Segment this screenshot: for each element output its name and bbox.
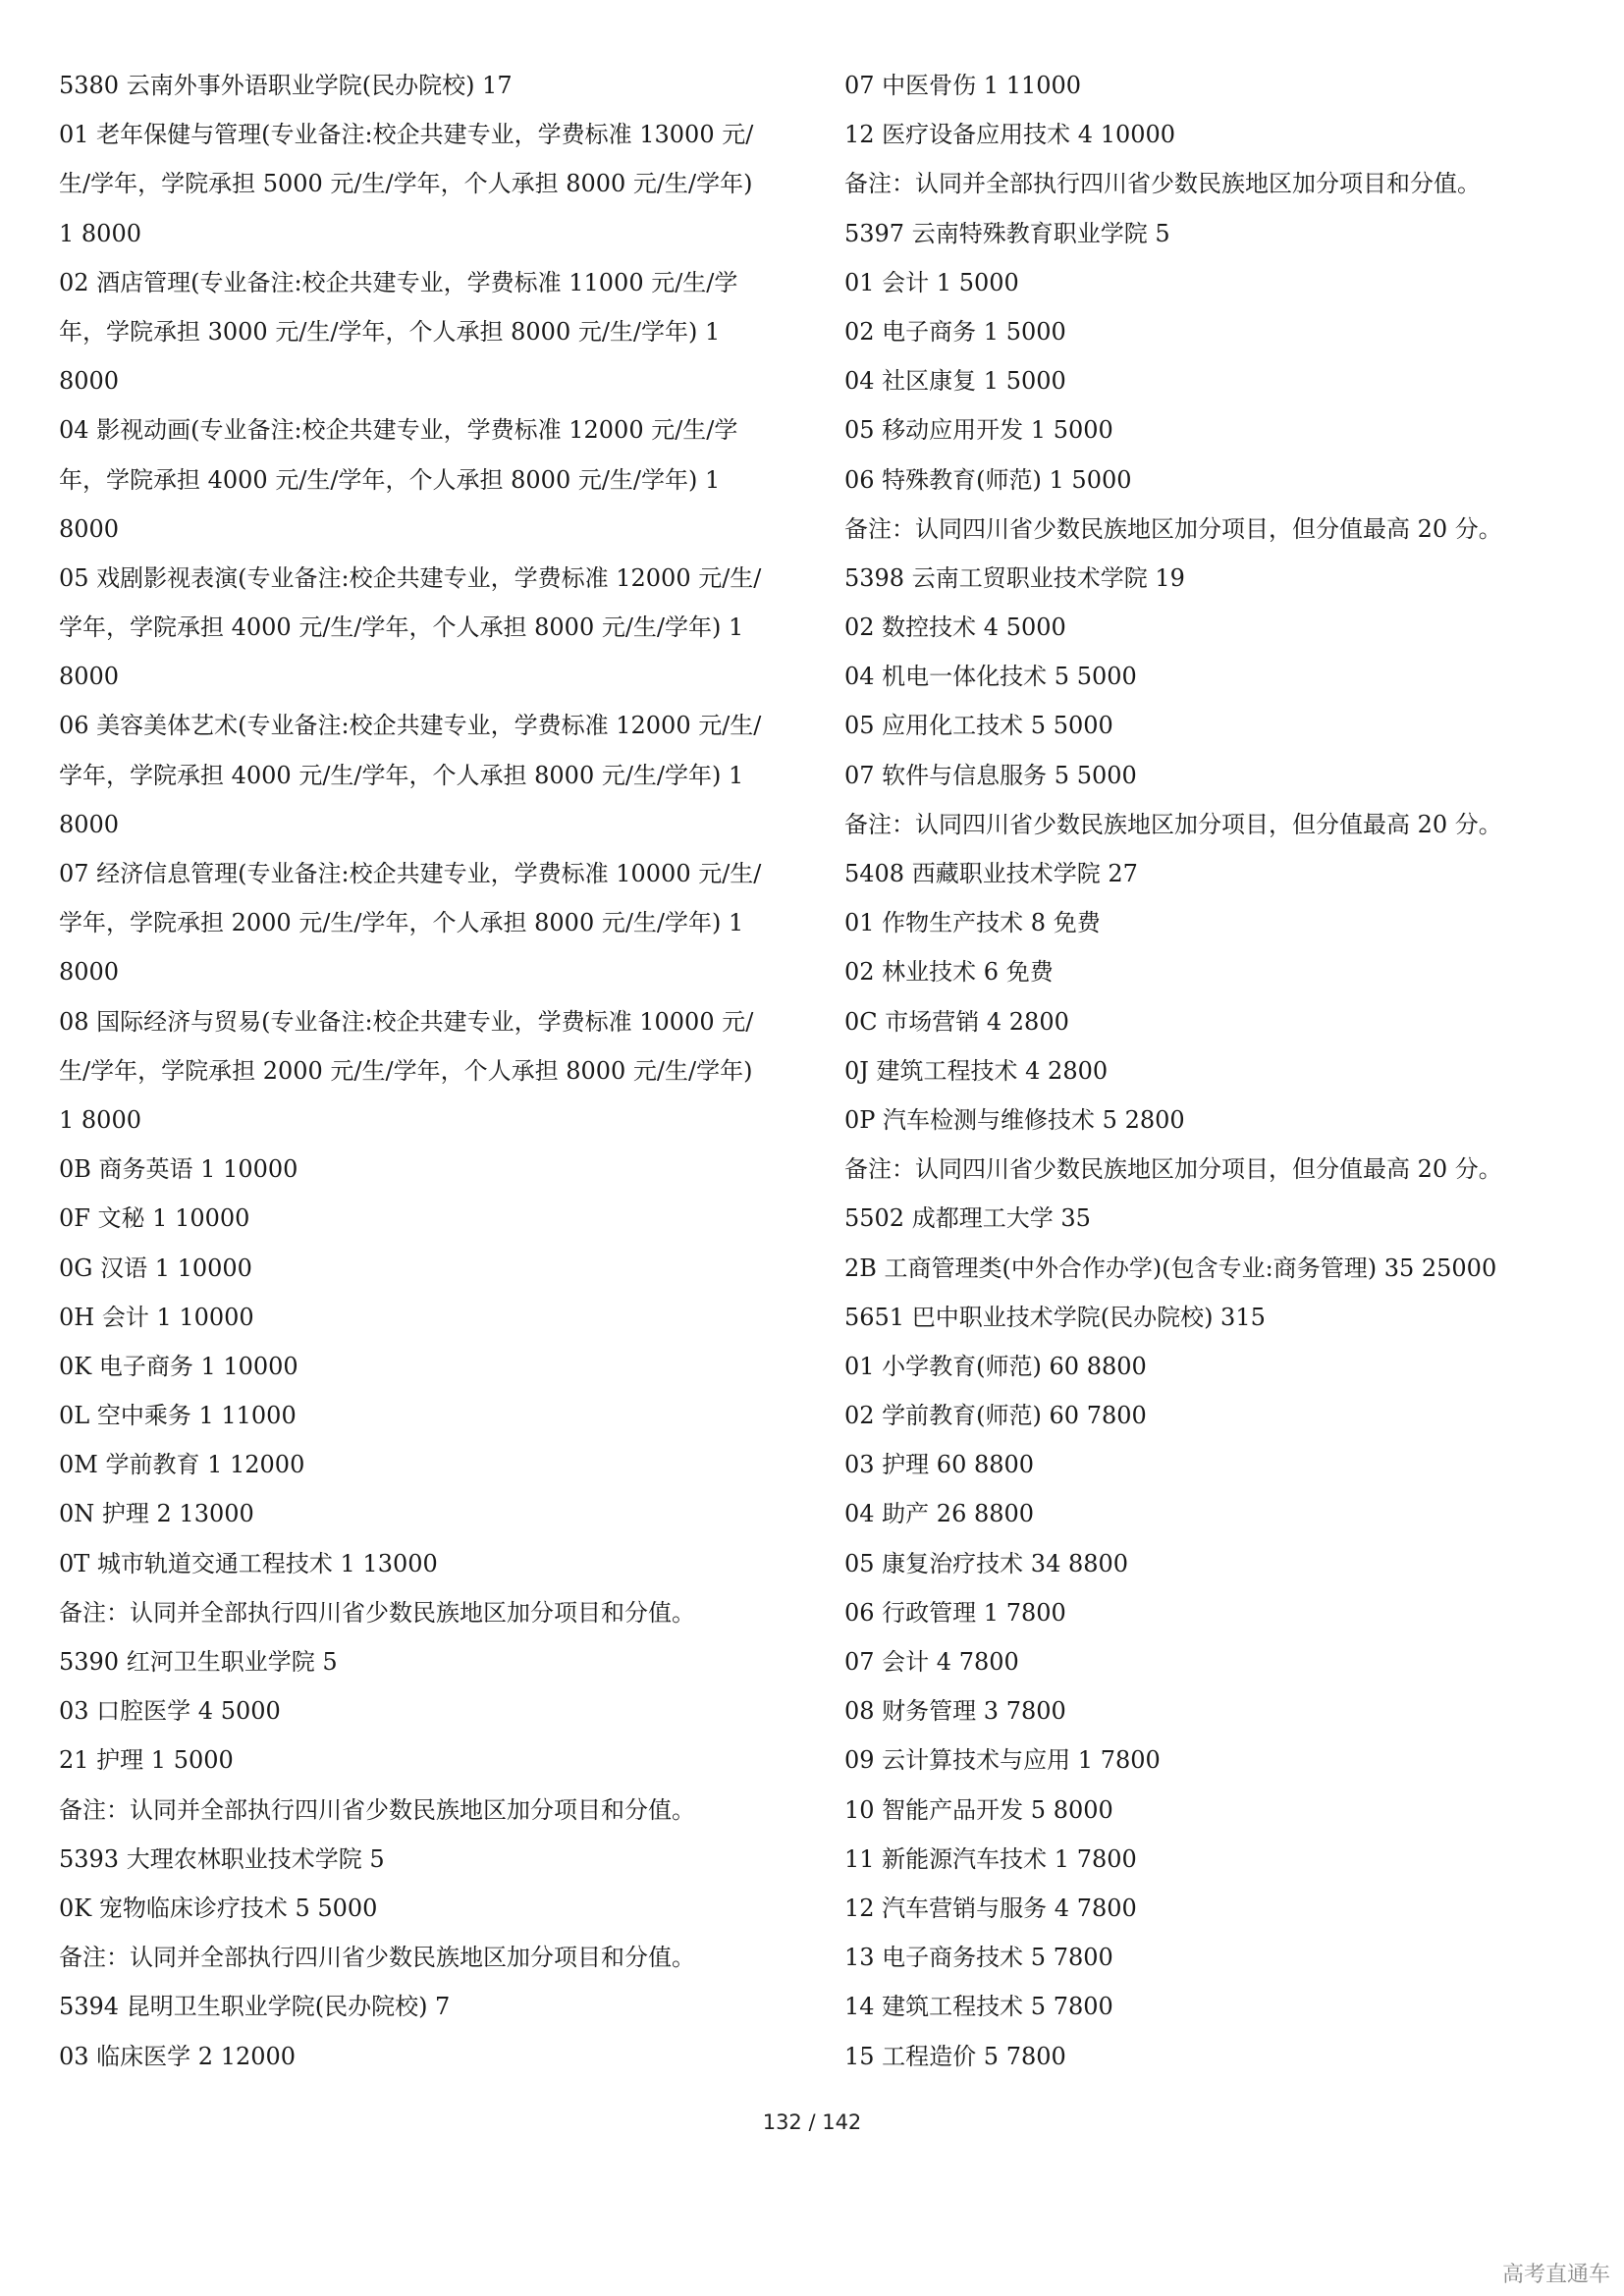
text-line: 05 应用化工技术 5 5000 xyxy=(844,712,1113,740)
text-line: 08 国际经济与贸易(专业备注:校企共建专业，学费标准 10000 元/ xyxy=(59,1007,754,1036)
text-line: 0H 会计 1 10000 xyxy=(59,1303,254,1331)
text-line: 07 经济信息管理(专业备注:校企共建专业，学费标准 10000 元/生/ xyxy=(59,860,762,887)
text-line: 8000 xyxy=(59,663,120,691)
text-line: 14 建筑工程技术 5 7800 xyxy=(844,1993,1113,2021)
text-line: 年，学院承担 4000 元/生/学年，个人承担 8000 元/生/学年) 1 xyxy=(59,465,721,494)
text-line: 05 移动应用开发 1 5000 xyxy=(844,416,1113,445)
text-line: 0B 商务英语 1 10000 xyxy=(59,1155,298,1184)
text-line: 0C 市场营销 4 2800 xyxy=(844,1007,1069,1036)
right-column xyxy=(844,61,1591,2081)
text-line: 1 8000 xyxy=(59,1105,141,1134)
text-line: 11 新能源汽车技术 1 7800 xyxy=(844,1844,1137,1873)
text-line: 05 戏剧影视表演(专业备注:校企共建专业，学费标准 12000 元/生/ xyxy=(59,563,762,592)
text-line: 备注：认同四川省少数民族地区加分项目，但分值最高 20 分。 xyxy=(844,1155,1502,1184)
text-line: 01 老年保健与管理(专业备注:校企共建专业，学费标准 13000 元/ xyxy=(59,121,754,149)
text-line: 5408 西藏职业技术学院 27 xyxy=(844,860,1138,887)
text-line: 年，学院承担 3000 元/生/学年，个人承担 8000 元/生/学年) 1 xyxy=(59,317,721,346)
text-line: 0N 护理 2 13000 xyxy=(59,1500,254,1528)
text-line: 2B 工商管理类(中外合作办学)(包含专业:商务管理) 35 25000 xyxy=(844,1254,1497,1282)
text-line: 8000 xyxy=(59,367,120,396)
text-line: 0G 汉语 1 10000 xyxy=(59,1254,252,1282)
text-line: 06 特殊教育(师范) 1 5000 xyxy=(844,465,1132,494)
text-line: 07 软件与信息服务 5 5000 xyxy=(844,761,1137,789)
text-line: 21 护理 1 5000 xyxy=(59,1746,234,1775)
text-line: 备注：认同并全部执行四川省少数民族地区加分项目和分值。 xyxy=(59,1944,695,1972)
text-line: 学年，学院承担 4000 元/生/学年，个人承担 8000 元/生/学年) 1 xyxy=(59,614,744,642)
text-line: 备注：认同四川省少数民族地区加分项目，但分值最高 20 分。 xyxy=(844,810,1502,838)
text-line: 04 影视动画(专业备注:校企共建专业，学费标准 12000 元/生/学 xyxy=(59,416,738,445)
text-line: 0M 学前教育 1 12000 xyxy=(59,1451,305,1479)
text-line: 5398 云南工贸职业技术学院 19 xyxy=(844,563,1185,592)
text-line: 10 智能产品开发 5 8000 xyxy=(844,1795,1113,1824)
text-line: 07 中医骨伤 1 11000 xyxy=(844,72,1082,99)
text-line: 8000 xyxy=(59,514,120,543)
left-column xyxy=(59,61,805,2081)
text-line: 生/学年，学院承担 2000 元/生/学年，个人承担 8000 元/生/学年) xyxy=(59,1056,753,1085)
text-line: 08 财务管理 3 7800 xyxy=(844,1697,1066,1726)
text-line: 03 护理 60 8800 xyxy=(844,1451,1035,1479)
text-line: 02 学前教育(师范) 60 7800 xyxy=(844,1402,1147,1430)
text-line: 03 临床医学 2 12000 xyxy=(59,2042,297,2070)
text-line: 03 口腔医学 4 5000 xyxy=(59,1697,281,1726)
text-line: 01 小学教育(师范) 60 8800 xyxy=(844,1352,1147,1380)
text-line: 02 林业技术 6 免费 xyxy=(844,958,1054,987)
text-line: 1 8000 xyxy=(59,219,141,247)
text-line: 09 云计算技术与应用 1 7800 xyxy=(844,1746,1161,1775)
text-line: 0F 文秘 1 10000 xyxy=(59,1204,250,1233)
text-line: 0J 建筑工程技术 4 2800 xyxy=(844,1056,1109,1085)
text-line: 生/学年，学院承担 5000 元/生/学年，个人承担 8000 元/生/学年) xyxy=(59,170,753,198)
text-line: 02 酒店管理(专业备注:校企共建专业，学费标准 11000 元/生/学 xyxy=(59,268,738,296)
text-line: 5502 成都理工大学 35 xyxy=(844,1204,1091,1233)
text-line: 5393 大理农林职业技术学院 5 xyxy=(59,1844,385,1873)
text-line: 0L 空中乘务 1 11000 xyxy=(59,1402,297,1430)
text-line: 5390 红河卫生职业学院 5 xyxy=(59,1648,338,1676)
text-line: 13 电子商务技术 5 7800 xyxy=(844,1944,1113,1972)
text-line: 5651 巴中职业技术学院(民办院校) 315 xyxy=(844,1303,1266,1331)
text-line: 05 康复治疗技术 34 8800 xyxy=(844,1549,1129,1577)
text-line: 5380 云南外事外语职业学院(民办院校) 17 xyxy=(59,72,513,99)
text-line: 学年，学院承担 2000 元/生/学年，个人承担 8000 元/生/学年) 1 xyxy=(59,909,744,937)
text-line: 0K 宠物临床诊疗技术 5 5000 xyxy=(59,1894,378,1922)
text-line: 学年，学院承担 4000 元/生/学年，个人承担 8000 元/生/学年) 1 xyxy=(59,761,744,789)
text-line: 06 行政管理 1 7800 xyxy=(844,1598,1066,1627)
text-line: 0P 汽车检测与维修技术 5 2800 xyxy=(844,1105,1185,1134)
text-line: 02 电子商务 1 5000 xyxy=(844,317,1066,346)
text-line: 01 作物生产技术 8 免费 xyxy=(844,909,1101,937)
text-line: 5397 云南特殊教育职业学院 5 xyxy=(844,219,1170,247)
text-line: 15 工程造价 5 7800 xyxy=(844,2042,1066,2070)
text-line: 5394 昆明卫生职业学院(民办院校) 7 xyxy=(59,1993,451,2021)
text-line: 12 汽车营销与服务 4 7800 xyxy=(844,1894,1137,1922)
text-line: 01 会计 1 5000 xyxy=(844,268,1019,296)
text-line: 8000 xyxy=(59,958,120,987)
text-line: 0K 电子商务 1 10000 xyxy=(59,1352,298,1380)
text-line: 备注：认同并全部执行四川省少数民族地区加分项目和分值。 xyxy=(59,1795,695,1824)
text-line: 02 数控技术 4 5000 xyxy=(844,614,1066,642)
page-number: 132 / 142 xyxy=(762,2110,862,2134)
text-line: 04 助产 26 8800 xyxy=(844,1500,1035,1528)
text-line: 备注：认同四川省少数民族地区加分项目，但分值最高 20 分。 xyxy=(844,514,1502,543)
text-line: 备注：认同并全部执行四川省少数民族地区加分项目和分值。 xyxy=(59,1598,695,1627)
text-line: 8000 xyxy=(59,810,120,838)
text-line: 07 会计 4 7800 xyxy=(844,1648,1019,1676)
text-line: 06 美容美体艺术(专业备注:校企共建专业，学费标准 12000 元/生/ xyxy=(59,712,762,740)
text-line: 04 机电一体化技术 5 5000 xyxy=(844,663,1137,691)
text-line: 备注：认同并全部执行四川省少数民族地区加分项目和分值。 xyxy=(844,170,1481,198)
text-line: 12 医疗设备应用技术 4 10000 xyxy=(844,121,1176,149)
text-line: 04 社区康复 1 5000 xyxy=(844,367,1066,396)
watermark: 高考直通车 xyxy=(1501,2263,1610,2287)
text-line: 0T 城市轨道交通工程技术 1 13000 xyxy=(59,1549,438,1577)
